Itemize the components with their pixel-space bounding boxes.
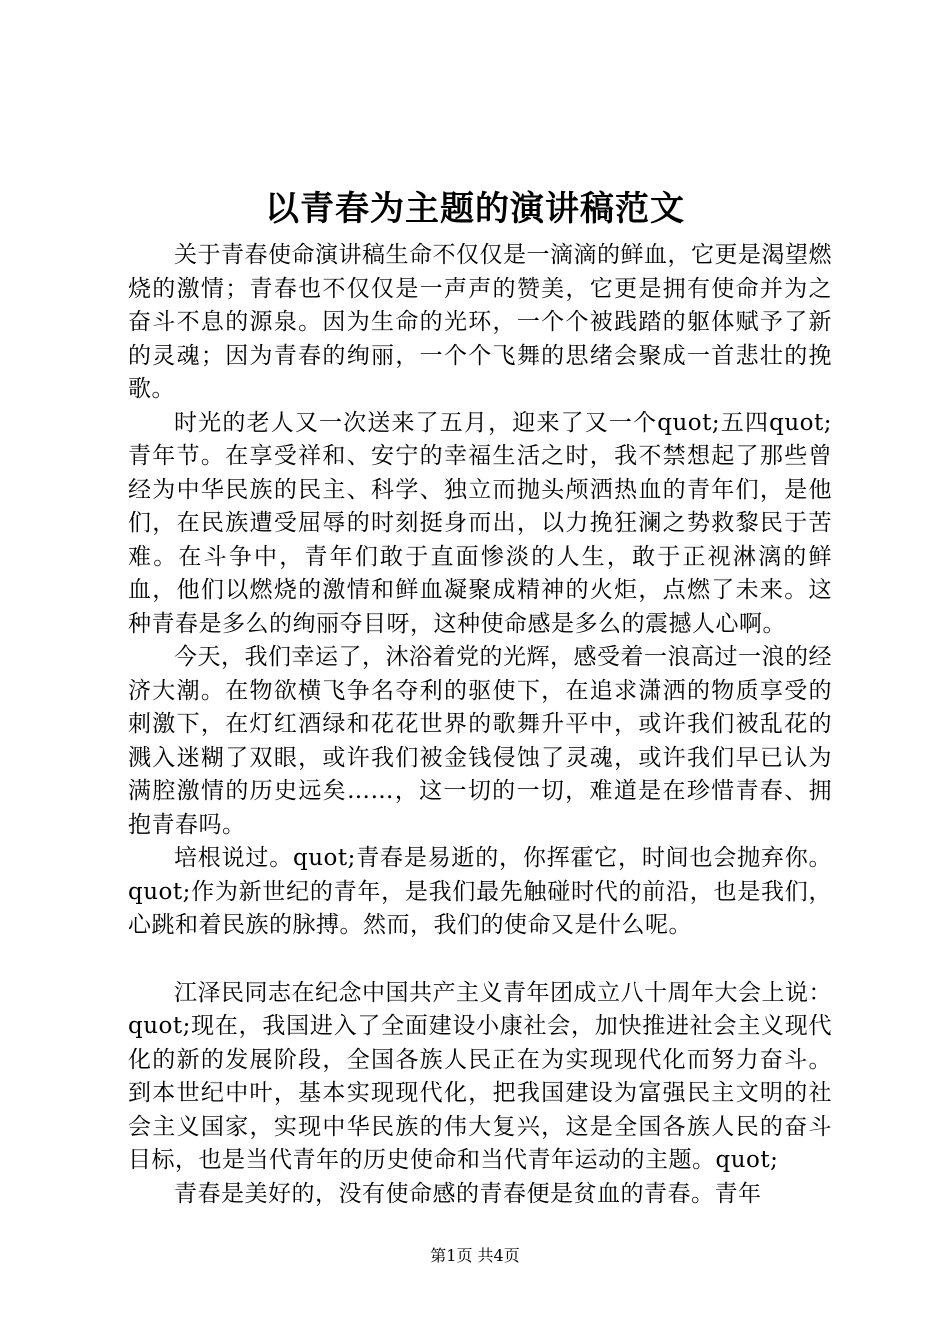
paragraph-4: 培根说过。quot;青春是易逝的，你挥霍它，时间也会抛弃你。quot;作为新世纪的青年，是我们最先触碰时代的前沿，也是我们，心跳和着民族的脉搏。然而，我们的使命又是什么呢。	[128, 845, 832, 938]
document-title: 以青春为主题的演讲稿范文	[265, 189, 685, 229]
paragraph-5: 江泽民同志在纪念中国共产主义青年团成立八十周年大会上说：quot;现在，我国进入了全面建设小康社会，加快推进社会主义现代化的新的发展阶段，全国各族人民正在为实现现代化而努力奋斗。到本世纪中叶，基本实现现代化，把我国建设为富强民主文明的社会主义国家，实现中华民族的伟大复兴，这是全国各族人民的奋斗目标，也是当代青年的历史使命和当代青年运动的主题。quot;	[128, 979, 832, 1173]
paragraph-6: 青春是美好的，没有使命感的青春便是贫血的青春。青年	[174, 1180, 762, 1207]
paragraph-3: 今天，我们幸运了，沐浴着党的光辉，感受着一浪高过一浪的经济大潮。在物欲横飞争名夺利的驱使下，在追求潇洒的物质享受的刺激下，在灯红酒绿和花花世界的歌舞升平中，或许我们被乱花的溅入迷糊了双眼，或许我们被金钱侵蚀了灵魂，或许我们早已认为满腔激情的历史远矣……，这一切的一切，难道是在珍惜青春、拥抱青春吗。	[128, 644, 832, 838]
page-number-footer: 第1页 共4页	[430, 1246, 520, 1265]
document-body	[128, 239, 832, 1211]
paragraph-1: 关于青春使命演讲稿生命不仅仅是一滴滴的鲜血，它更是渴望燃烧的激情；青春也不仅仅是一声声的赞美，它更是拥有使命并为之奋斗不息的源泉。因为生命的光环，一个个被践踏的躯体赋予了新的灵魂；因为青春的绚丽，一个个飞舞的思绪会聚成一首悲壮的挽歌。	[128, 242, 832, 402]
paragraph-2: 时光的老人又一次送来了五月，迎来了又一个quot;五四quot;青年节。在享受祥和、安宁的幸福生活之时，我不禁想起了那些曾经为中华民族的民主、科学、独立而抛头颅洒热血的青年们，是他们，在民族遭受屈辱的时刻挺身而出，以力挽狂澜之势救黎民于苦难。在斗争中，青年们敢于直面惨淡的人生，敢于正视淋漓的鲜血，他们以燃烧的激情和鲜血凝聚成精神的火炬，点燃了未来。这种青春是多么的绚丽夺目呀，这种使命感是多么的震撼人心啊。	[128, 409, 832, 637]
